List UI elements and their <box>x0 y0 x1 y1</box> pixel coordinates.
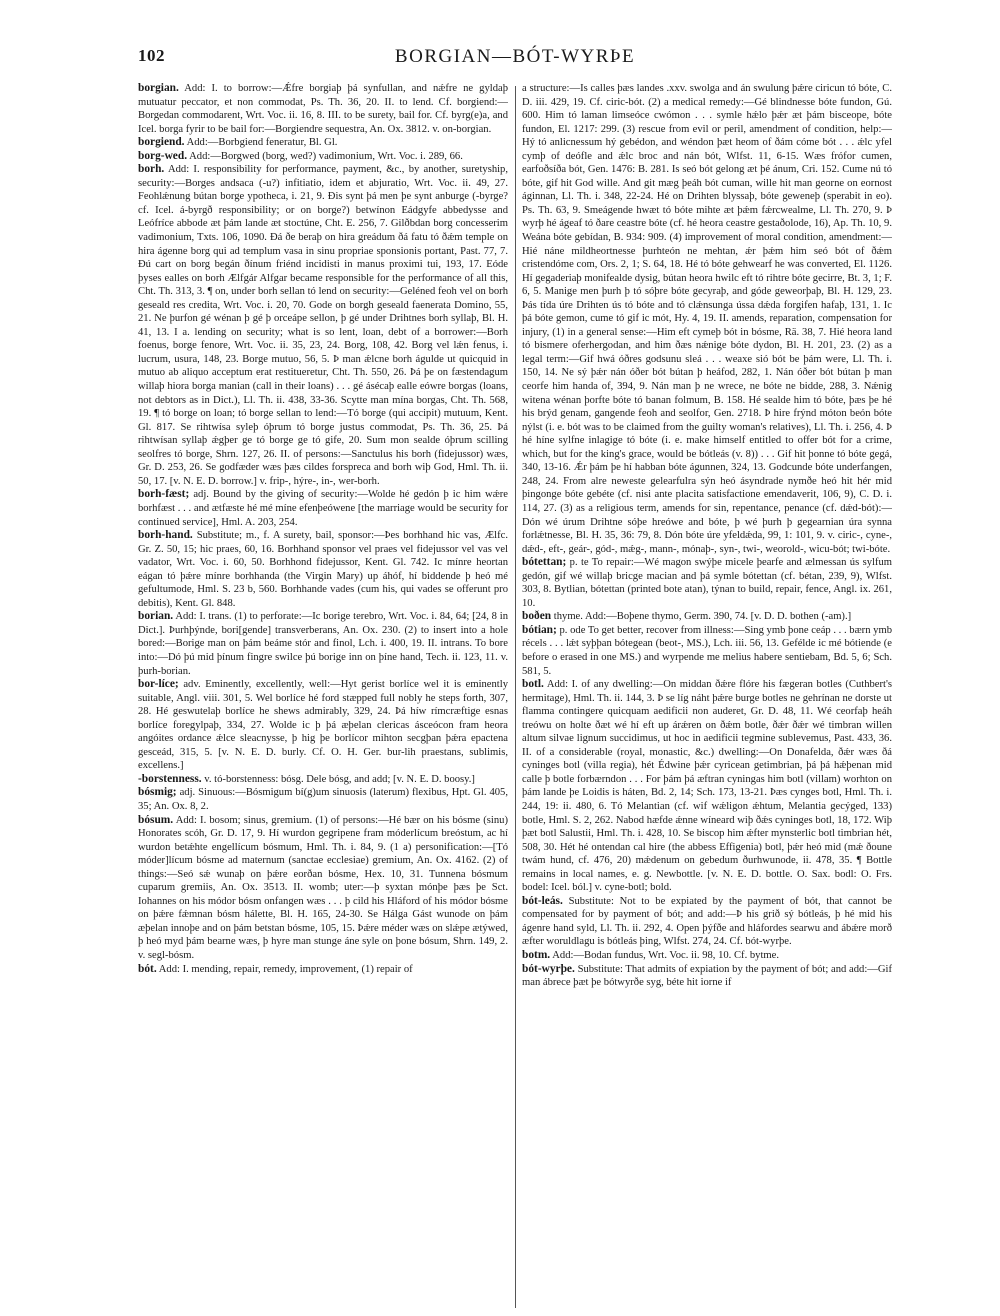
page-header <box>138 46 892 72</box>
entry-text: Add:—Borgwed (borg, wed?) vadimonium, Wrt. Voc. i. 289, 66. <box>189 150 463 162</box>
entry-text: a structure:—Is calles þæs landes .xxv. swolga and án swulung þǽre ciricun tó bóte, C. D. iii. 429, 19. Cf. ciric-bót. (2) a medical remedy:—Gé blindnesse bóte fundon, Gú. 600. Him tó laman limseóce cwómon . . . symle hǽlo þǽr æt þám bisceope, bóte fundon, El. 1217: 299. (3) rescue from evil or peril, amendment of condition, help:—Hý tó anlicnessum hý gebédon, and wéndon þæt heom of ðám cóme bót . . . ǽlc yfel cymþ of deófle and ǽlc broc and nán bót, Wlfst. 11, 6-15. Wæs frófor cumen, earfoðsíða bót, Gen. 1476: B. 281. Is seó bót gelong æt þé ánum, Cri. 152. Cume nú tó bóte, gif hit God wille. And git mæg þeáh bót cuman, wille hit man georne on eornost áginnan, Ll. Th. i. 348, 22-24. Hé on Drihten blyssaþ, bóte geweneþ (sperabit in eo). Ps. Th. 63, 9. Smeágende hwæt tó bóte mihte æt þǽm fǽrcwealme, Ll. Th. 270, 9. Þ wyrþ hé ágeaf tó ðare ceastre bóte (cf. hé heora ceastre gestaðolode, 16), Ap. Th. 10, 9. Weána bóte gebídan, B. 934: 909. (4) improvement of moral condition, amendment:—Hié náne mildheortnesse þurhteón ne mehtan, ǽr þǽm him seó bót of ðǽm cristendóme com, Ors. 2, 1; S. 64, 18. Hé tó bóte gehwearf he was converted, El. 1126. Hí gegaderiaþ monifealde dysig, bútan heora hwilc eft tó rihtre bóte gecirre, Bt. 3, 1; F. 6, 5. Manige men þurh þ tó sóþre bóte gecyraþ, and góde geweorþaþ, Bl. H. 129, 23. Þás tída úre Drihten ús tó bóte and tó clǽnsunga ússa dǽda forgifen hafaþ, 131, 1. Ic þá bóte gemon, cume tó gif ic mót, Hy. 4, 19. II. amends, reparation, compensation for injury, (1) in a general sense:—Him eft cymeþ bót in bósme, Rä. 38, 7. Hié heora land tó bismere oferhergodan, and him ðæs nǽnige bóte dydon, Bl. H. 201, 23. (2) as a legal term:—Gif hwá óðres godsunu sleá . . . weaxe sió bót be þám were, Ll. Th. i. 150, 14. Ne sý þǽr nán óðer bót bútan þ heáfod, 282, 1. Nán óðer bót bútan þ man ceorfe him handa of, 394, 9. Nán man þ ne wrece, ne bóte ne bidde, 288, 3. Nǽnig witena wénan þorfte bóte tó banan folmum, B. 158. Hé sealde him tó bóte, þæs þe hé his brýd genam, gangende feoh and seolfor, Gen. 2718. Þ hire frýnd móton beón bóte nýlst (i. e. bót was to be claimed from the guilty woman's relatives), Ll. Th. i. 256, 4. Þ hé híne sylfne inlagige tó bóte (i. e. make himself entitled to offer bót for a crime, which, but for the king's grace, would be bótleás (v. 8)) . . . Gif hit þonne tó bóte gegá, 340, 13-16. Ǽr þám þe hí habban bóte águnnen, 324, 13. Godcunde bóte underfangen, 248, 24. From alre neweste gelearfulra sýn heó ásyndrade nymðe heó hit hér mid þingonge bóte gebéte (cf. nisi ante placita satisfactione emendaverit, 106, 9), C. D. i. 114, 27. (3) as a religious term, amends for sin, repentance, penance (cf. dǽd-bót):—Dón wé úrum Drihtne sóþe hreówe and bóte, þ wé þurh þ gegearnian úra synna forlǽtnesse, Bl. H. 35, 36: 79, 8. Dón bóte úre yfeldǽda, 99, 1: 101, 9. v. ciric-, cyne-, dǽd-, eft-, geár-, gód-, mǽg-, mann-, mónaþ-, syn-, twi-, weorold-, wicu-bót; twi-bóte. <box>522 83 892 555</box>
entry-text: Add: I. mending, repair, remedy, improvement, (1) repair of <box>158 963 413 975</box>
dictionary-columns <box>138 82 892 1310</box>
dictionary-entry <box>138 773 508 787</box>
entry-headword: borgian. <box>138 82 179 94</box>
dictionary-entry <box>522 556 892 610</box>
entry-text: Add:—Borbgiend feneratur, Bl. Gl. <box>186 137 338 149</box>
dictionary-entry <box>522 82 892 556</box>
entry-text: p. ode To get better, recover from illness:—Sing ymb þone ceáp . . . bærn ymb récels . . . lǽt syþþan bótegean (beot-, MS.), Lch. iii. 56, 13. Gefélde ic mé bótiende (e before o erased in one MS.) and wyrpende me melius habere sentiebam, Bd. 5, 6; Sch. 581, 5. <box>522 624 892 677</box>
entry-text: Add: I. bosom; sinus, gremium. (1) of persons:—Hé bær on his bósme (sinu) Honorates scóh, Gr. D. 17, 9. Hí wurdon gegripene fram móderlícum breóstum, ac hí wurdon betǽhte engellícum bósmum, Hml. Th. i. 84, 9. (1 a) personification:—[Tó móder]lícum bósme ad maternum (sanctae ecclesiae) gremium, An. Ox. 4162. (2) of things:—Seó sǽ wunaþ on þǽre eorðan bósme, Hex. 10, 31. Tunnena bósmum cuparum gremiis, An. Ox. 3513. II. womb; uter:—þ syxtan mónþe þæs þe Sct. Iohannes on his módor bósm onfangen wæs . . . þ cild his Hláford of his módor bósme on þǽre fǽmnan bósm hálette, Bl. H. 165, 24-30. Se Hálga Gást wunode on þám æþelan innoþe and on þám betstan bósme, 105, 15. Þǽre méder wæs on slǽpe ætýwed, þ heó myd þám bearne wæs, þ hyre man stunge áne syle on þone bósum, Shrn. 149, 2. v. segl-bósm. <box>138 814 508 961</box>
entry-text: adj. Sinuous:—Bósmigum bí(g)um sinuosis (laterum) flexibus, Hpt. Gl. 405, 35; An. Ox. 8, 2. <box>138 787 508 812</box>
entry-text: v. tó-borstenness: bósg. Dele bósg, and add; [v. N. E. D. boosy.] <box>204 773 475 785</box>
entry-text: Add: I. of any dwelling:—On middan ðǽre flóre his fægeran botles (Cuthbert's hermitage), Hml. Th. ii. 144, 3. Þ se líg náht þǽre burge botles ne gehrínan ne dorste ut flamma contingere quicquam aedificii non auderet, Gr. D. 48, 11. Wé ceorfaþ heáh treówu on holte ðæt wé hí eft up árǽren on ðǽm botle, ðǽr ðǽr wé timbran willen altum silvae lignum succidimus, ut hoc in aedificii tegmine sublevemus, Past. 433, 36. II. of a considerable (royal, monastic, &c.) dwelling:—On Donafelda, ðǽr wæs ðá cyninges botl (villa regia), hét Édwine þǽr cyricean getimbrian, þá þá hǽþenan mid calle þ botle forbærndon . . . For þám þá æftran cyningas him botl (villam) worhton on þám lande þe Loidis is háten, Bd. 2, 14; Sch. 173, 13-21. Þæs cynges botl, Hml. Th. i. 244, 19: ii. 480, 6. Tó Melantian (cf. wif wǽligon ǽhtum, Melantia gecýged, 133) botle, Hml. S. 2, 262. Nabod hæfde ǽnne wíneard wiþ ðǽs cyninges botl, 18, 172. Wiþ þæt botl Salustii, Hml. Th. i. 428, 10. Se biscop him ǽfter mynsterlic botl timbrian hét, 508, 30. Hét hé ontendan cal hire (the abbess Effigenia) botl, þǽr heó mid (mǽ ðoune twám hund, cf. 476, 20) mǽdenum on gebedum ðurhwunode, ii. 478, 35. ¶ Bottle remains in local names, e. g. Newbottle. [v. N. E. D. bottle. O. Sax. bodl: O. Frs. bodel: Icel. ból.] v. cyne-botl; bold. <box>522 679 892 894</box>
entry-headword: bor-líce; <box>138 678 179 691</box>
dictionary-entry <box>522 895 892 949</box>
entry-headword: borh. <box>138 163 165 176</box>
entry-headword: bót. <box>138 962 157 975</box>
dictionary-entry <box>522 949 892 963</box>
entry-text: Add: I. responsibility for performance, payment, &c., by another, suretyship, security:—Borges andsaca (-u?) infitiatio, idem et abjuratio, Wrt. Voc. ii. 49, 27. Feohlǽnung bútan borge ypotheca, i. 21, 9. Ðis synt þá men þe synt anburge (-byrge? cf. Icel. á-byrgð responsibility; or on borge?) betwínon Eádgyfe abbedysse and Leófríce abbode æt þám lande æt stoctúne, Cht. E. 256, 7. Gilðbdan borg concesserim vadimonium, Txts. 106, 1090. Ðá ðe beraþ on hira greádum ðá fatu tó ðǽm temple on hira ágenne borg qui ad templum vasa in sinu propriae sponsionis portant, Past. 77, 7. Ðú cart on borg begán ðínum friénd incidisti in manus proximi tui, 193, 17. Eóde þyses ealles on borh Ælfgár Alfgar became responsible for the performance of all this, Cht. Th. 313, 3. ¶ on, under borh sellan tó lend on security:—Geléned feoh vel on borh geseald res credita, Wrt. Voc. i. 20, 70. Gode on borgh geseald faenerata Domino, 55, 21. Ne þurfon gé wénan þ gé þ orceápe sellon, þ gé under Drihtnes borh syllaþ, Bl. H. 41, 13. I a. lending on security; what is so lent, loan, debt of a borrower:—Borh foenus, borge fenore, Wrt. Voc. ii. 35, 23, 24. Borg, 108, 42. Borg vel lǽn fenus, i. lucrum, usura, 148, 23. Borge mutuo, 56, 5. Þ man ǽlcne borh águlde ut quicquid in mutuo ab aliquo acceptum erat restitueretur, Cht. Th. 550, 26. Þá þe on fæstendagum willaþ hiora borga manian (call in their loans) . . . gé ásécaþ ealle eówre borgas (loans, not debtors as in Dict.), Ll. Th. ii. 438, 33-36. Scytte man mína borgas, Cht. Th. 568, 19. ¶ tó borge on loan; tó borge sellan to lend:—Tó borge (qui accipit) mutuum, Kent. Gl. 817. Se rihtwísa syleþ óþrum tó borge justus commodat, Ps. Th. 36, 25. Þá rihtwísan syllaþ ǽgþer ge tó borge ge tó gife, 20. Sum mon sealde óþrum scilling seolfres tó borge, Shrn. 127, 26. II. of persons:—Sanctulus his borh (fidejussor) wæs, Gr. D. 253, 26. Se godfæder wæs þæs cildes forspreca and borh wiþ God, Hml. Th. ii. 50, 17. [v. N. E. D. borrow.] v. frip-, hýre-, in-, wer-borh. <box>138 164 508 487</box>
left-column <box>138 82 508 1310</box>
entry-headword: bósmig; <box>138 786 177 799</box>
entry-headword: borian. <box>138 610 174 623</box>
entry-headword: bót-wyrþe. <box>522 962 575 975</box>
entry-headword: bótian; <box>522 623 557 636</box>
entry-text: adj. Bound by the giving of security:—Wolde hé gedón þ ic him wǽre borhfæst . . . and ætfæste hé mé míne efenþeówene [the marriage would be security for continued service], Hml. A. 203, 254. <box>138 489 508 528</box>
entry-headword: borh-hand. <box>138 529 193 542</box>
entry-headword: botm. <box>522 949 551 961</box>
dictionary-entry <box>138 814 508 963</box>
entry-text: Add: I. to borrow:—Ǽfre borgiaþ þá synfullan, and nǽfre ne gyldaþ mutuatur peccator, et non commodat, Ps. Th. 36, 20. II. to lend. Cf. borgiend:—Borgedan commodarent, Wrt. Voc. ii. 16, 8. III. to be surety, bail for. Cf. byrg(e)a, and Icel. borga fyrir to be bail for:—Borgiendre sequestra, An. Ox. 3812. v. on-borgian. <box>138 83 508 135</box>
entry-text: Add: I. trans. (1) to perforate:—Ic borige terebro, Wrt. Voc. i. 84, 64; [24, 8 in Dict.]. Þurhþýnde, bori[gende] transverberans, An. Ox. 230. (2) to insert into a hole bored:—Borige man on þám beáme stór and finol, Lch. i. 400, 19. II. intrans. To bore into:—Dó þú mid þínum fingre swilce þú borige inn on þíne hand, Tech. ii. 123, 11. v. þurh-borian. <box>138 611 508 677</box>
entry-text: Substitute: Not to be expiated by the payment of bót, that cannot be compensated for by payment of bót; and add:—Þ his grið sý bótleás, þ hé mid his ágenre hand syld, Ll. Th. ii. 292, 4. Open þýfðe and hláfordes searwu and ábǽre morð æfter woruldlagu is bótleás þing, Wlfst. 274, 24. Cf. bót-wyrþe. <box>522 895 892 948</box>
entry-text: Substitute: That admits of expiation by the payment of bót; and add:—Gif man ábrece þæt þe bótwyrðe syg, béte hit iorne if <box>522 963 892 989</box>
entry-text: thyme. Add:—Boþene thymo, Germ. 390, 74. [v. D. D. bothen (-am).] <box>553 611 852 623</box>
dictionary-entry <box>138 678 508 773</box>
dictionary-entry <box>522 624 892 678</box>
entry-headword: borgiend. <box>138 136 185 149</box>
dictionary-entry <box>138 610 508 678</box>
dictionary-entry <box>522 678 892 895</box>
entry-text: Add:—Bodan fundus, Wrt. Voc. ii. 98, 10. Cf. bytme. <box>552 950 779 961</box>
dictionary-entry <box>138 529 508 610</box>
entry-headword: boðen <box>522 610 552 623</box>
dictionary-entry <box>522 963 892 990</box>
page-number: 102 <box>138 46 165 65</box>
dictionary-entry <box>138 963 508 977</box>
entry-headword: bótettan; <box>522 556 567 569</box>
dictionary-entry <box>138 488 508 529</box>
entry-headword: borg-wed. <box>138 149 188 162</box>
entry-text: p. te To repair:—Wé magon swýþe micele þearfe and ælmessan ús sylfum gedón, gif wé willaþ bricge macian and þá symle bótettan (cf. bétan, 239, 9), Wlfst. 303, 8. Bytlian, bótettan (printed bote atan), týnan to build, repair, fence, Angl. ix. 261, 10. <box>522 557 892 609</box>
right-column <box>522 82 892 1310</box>
entry-text: Substitute; m., f. A surety, bail, sponsor:—Þes borhhand hic vas, Ælfc. Gr. Z. 50, 15; hic praes, 60, 16. Borhhand sponsor vel praes vel fidejussor vel vas vel vadator, Wrt. Voc. i. 60, 50. Borhhond fidejussor, Kent. Gl. 742. Ic mínre heortan eágan tó þǽre mínre borhhanda (the Virgin Mary) up áhóf, hí biddende þ heó mé gefultumode, Hml. S. 23 b, 560. Borhhande vades (cum his, qui vades se offerunt pro debitis), Kent. Gl. 848. <box>138 530 508 609</box>
entry-headword: bót-leás. <box>522 894 563 907</box>
entry-headword: botl. <box>522 678 544 691</box>
dictionary-entry <box>138 163 508 488</box>
entry-headword: -borstenness. <box>138 772 202 785</box>
dictionary-entry <box>522 610 892 624</box>
dictionary-entry <box>138 82 508 136</box>
entry-headword: bósum. <box>138 813 174 826</box>
dictionary-entry <box>138 136 508 150</box>
entry-text: adv. Eminently, excellently, well:—Hyt gerist borlíce wel it is eminently suitable, Angl. viii. 301, 5. Wel borlíce hé ford stæpped full nobly he steps forth, 307, 28. Hé geswutelaþ borlíce he shews admirably, 329, 24. Þá híw rímcræftige esnas borlíce foregylpaþ, 334, 27. Wolde ic þ þá æþelan clericas ásceócon fram heora angóites ordance ǽlce sleacnysse, þ hig þe borlícor mihton secgþan þǽra epactena gesceád, 315, 5. [v. N. E. D. burly. Cf. O. H. Ger. bur-lih praestans, sublimis, excellens.] <box>138 679 508 772</box>
dictionary-entry <box>138 786 508 813</box>
entry-headword: borh-fæst; <box>138 488 190 501</box>
dictionary-entry <box>138 150 508 164</box>
running-head: BORGIAN—BÓT-WYRÞE <box>394 46 636 67</box>
